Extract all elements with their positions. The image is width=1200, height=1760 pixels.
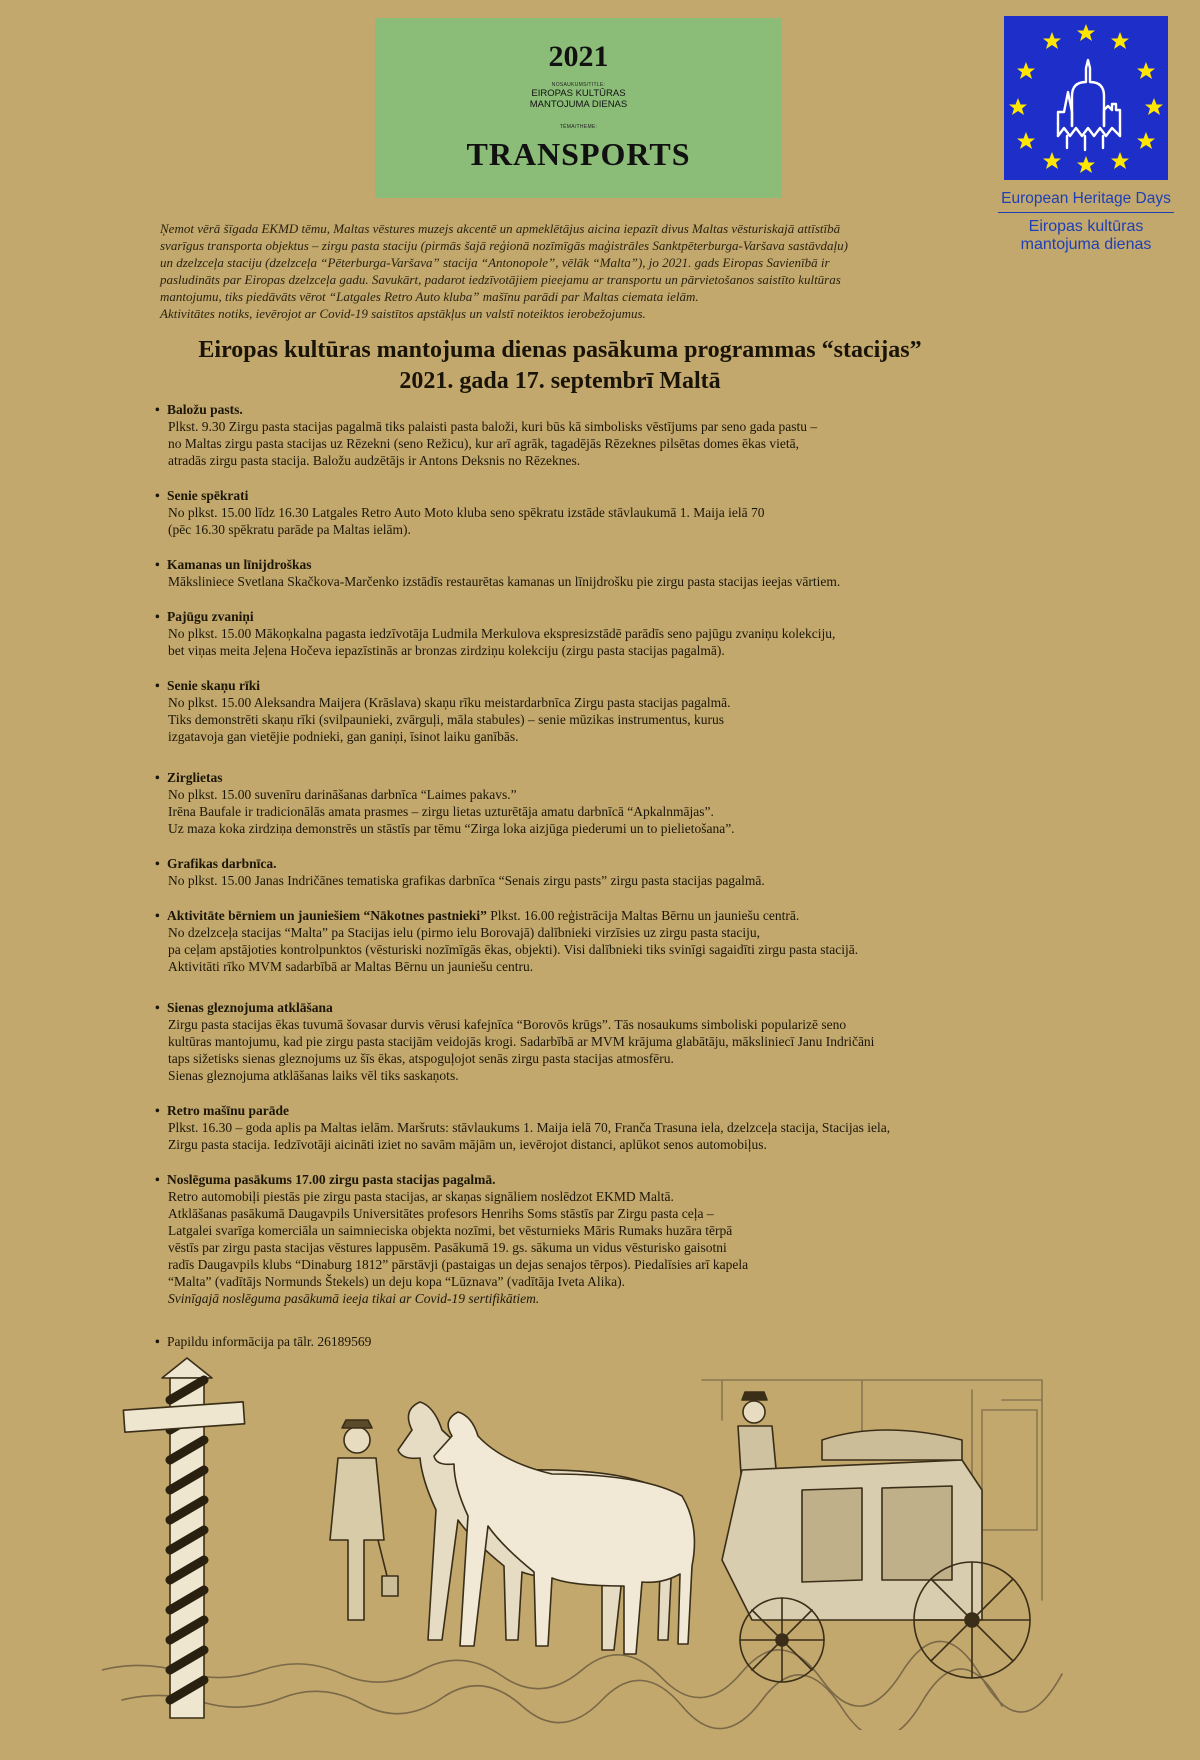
item-title: Senie spēkrati	[167, 488, 249, 503]
item-title: Noslēguma pasākums 17.00 zirgu pasta stacijas pagalmā.	[167, 1172, 496, 1187]
bullet-icon: •	[155, 557, 160, 572]
item-text: No plkst. 15.00 Janas Indričānes tematiska grafikas darbnīca “Senais zirgu pasts” zirgu pasta stacijas pagalmā.	[168, 873, 765, 888]
item-text: Sienas gleznojuma atklāšanas laiks vēl tiks saskaņots.	[168, 1068, 459, 1083]
item-text: Uz maza koka zirdziņa demonstrēs un stāstīs par tēmu “Zirga loka aizjūga piederumi un to pielietošana”.	[168, 821, 735, 836]
title-line-1: EIROPAS KULTŪRAS	[531, 88, 626, 99]
item-text: No dzelzceļa stacijas “Malta” pa Stacijas ielu (pirmo ielu Borovajā) dalībnieki virzīsies uz zirgu pasta staciju,	[168, 925, 761, 940]
item-text: “Malta” (vadītājs Normunds Štekels) un deju kopa “Lūznava” (vadītāja Iveta Alika).	[168, 1274, 625, 1289]
heritage-days-text	[998, 190, 1174, 254]
carriage-illustration	[102, 1340, 1102, 1730]
item-text: radīs Daugavpils klubs “Dinaburg 1812” pārstāvji (pastaigas un dejas senajos tērpos). Piedalīsies arī kapela	[168, 1257, 749, 1272]
title-line-2: MANTOJUMA DIENAS	[529, 99, 628, 110]
bullet-icon: •	[155, 908, 160, 923]
item-text: No plkst. 15.00 suvenīru darināšanas darbnīca “Laimes pakavs.”	[168, 787, 517, 802]
item-title: Senie skaņu rīki	[167, 678, 261, 693]
item-title: Sienas gleznojuma atklāšana	[167, 1000, 333, 1015]
programme-item	[155, 907, 1015, 975]
item-title: Kamanas un līnijdroškas	[167, 557, 312, 572]
item-title-extra: Plkst. 16.00 reģistrācija Maltas Bērnu un jauniešu centrā.	[486, 908, 800, 923]
european-heritage-days-logo	[1004, 16, 1168, 180]
programme-title	[140, 335, 980, 397]
intro-line: un dzelzceļa staciju (dzelzceļa “Pēterburga-Varšava” stacija “Antonopole”, vēlāk “Malta”), jo 2021. gads Eiropas Savienībā ir	[160, 255, 830, 270]
bullet-icon: •	[155, 1172, 160, 1187]
title-label: NOSAUKUMS/TITLE:	[551, 82, 606, 88]
heritage-days-lv-1: Eiropas kultūras	[1028, 218, 1144, 235]
programme-item	[155, 999, 1015, 1084]
item-text: Zirgu pasta stacijas ēkas tuvumā šovasar durvis vērusi kafejnīca “Borovōs krūgs”. Tās nosaukums simboliski popularizē seno	[168, 1017, 847, 1032]
item-title: Papildu informācija pa tālr. 26189569	[167, 1334, 372, 1349]
programme-item	[155, 556, 1015, 590]
item-text: Retro automobiļi piestās pie zirgu pasta stacijas, ar skaņas signāliem noslēdzot EKMD Maltā.	[168, 1189, 674, 1204]
item-text: Aktivitāti rīko MVM sadarbībā ar Maltas Bērnu un jauniešu centru.	[168, 959, 534, 974]
bullet-icon: •	[155, 609, 160, 624]
intro-line: Aktivitātes notiks, ievērojot ar Covid-19 saistītos apstākļus un valstī noteiktos ierobežojumus.	[160, 306, 646, 321]
bullet-icon: •	[155, 1103, 160, 1118]
programme-list	[155, 401, 1015, 1368]
item-text: pa ceļam apstājoties kontrolpunktos (vēsturiski nozīmīgās ēkas, objekti). Visi dalībnieki tiks svinīgi sagaidīti zirgu pasta stacijā.	[168, 942, 859, 957]
item-title: Retro mašīnu parāde	[167, 1103, 290, 1118]
item-title: Zirglietas	[167, 770, 223, 785]
item-text: No plkst. 15.00 Aleksandra Maijera (Krāslava) skaņu rīku meistardarbnīca Zirgu pasta stacijas pagalmā.	[168, 695, 731, 710]
programme-item	[155, 1171, 1015, 1307]
item-title: Pajūgu zvaniņi	[167, 609, 254, 624]
intro-line: svarīgus transporta objektus – zirgu pasta staciju (pirmās šajā reģionā nozīmīgās maģistrāles Sanktpēterburga-Varšava sastāvdaļu)	[160, 238, 848, 253]
item-text: Atklāšanas pasākumā Daugavpils Universitātes profesors Henrihs Soms stāstīs par Zirgu pasta ceļa –	[168, 1206, 714, 1221]
item-text: Tiks demonstrēti skaņu rīki (svilpaunieki, zvārguļi, māla stabules) – senie mūzikas instrumentus, kurus	[168, 712, 725, 727]
programme-item	[155, 487, 1015, 538]
programme-item	[155, 401, 1015, 469]
item-text: No plkst. 15.00 līdz 16.30 Latgales Retro Auto Moto kluba seno spēkratu izstāde stāvlaukumā 1. Maija ielā 70	[168, 505, 765, 520]
intro-line: Ņemot vērā šīgada EKMD tēmu, Maltas vēstures muzejs akcentē un apmeklētājus aicina iepazīt divus Maltas vēsturiskajā attīstībā	[160, 221, 841, 236]
item-text: vēstīs par zirgu pasta stacijas vēstures lappusēm. Pasākumā 19. gs. sākuma un vidus vēsturisko gaisotni	[168, 1240, 727, 1255]
bullet-icon: •	[155, 488, 160, 503]
item-text: Irēna Baufale ir tradicionālās amata prasmes – zirgu lietas uzturētāja amatu darbnīcā “Apkalnmājas”.	[168, 804, 714, 819]
item-text: atradās zirgu pasta stacija. Baložu audzētājs ir Antons Deksnis no Rēzeknes.	[168, 453, 581, 468]
bullet-icon: •	[155, 770, 160, 785]
heritage-days-lv-2: mantojuma dienas	[1020, 236, 1152, 253]
item-text: kultūras mantojumu, kad pie zirgu pasta stacijām veidojās krogi. Sadarbībā ar MVM krājuma glabātāju, māksliniecī Janu Indričāni	[168, 1034, 875, 1049]
item-title: Grafikas darbnīca.	[167, 856, 277, 871]
heritage-logo-icon	[1004, 16, 1168, 180]
programme-item	[155, 1102, 1015, 1153]
item-text: Latgalei svarīga komerciāla un saimnieciska objekta nozīmi, bet vēsturnieks Māris Rumaks huzāra tērpā	[168, 1223, 733, 1238]
item-text: No plkst. 15.00 Mākoņkalna pagasta iedzīvotāja Ludmila Merkulova ekspresizstādē parādīs seno pajūgu zvaniņu kolekciju,	[168, 626, 836, 641]
bullet-icon: •	[155, 678, 160, 693]
bullet-icon: •	[155, 402, 160, 417]
intro-line: mantojumu, tiks piedāvāts vērot “Latgales Retro Auto kluba” mašīnu parādi par Maltas ciemata ielām.	[160, 289, 699, 304]
item-text: no Maltas zirgu pasta stacijas uz Rēzekni (seno Režicu), kur arī agrāk, tagadējās Rēzeknes pilsētas domes ēkas vietā,	[168, 436, 800, 451]
item-text: izgatavoja gan vietējie podnieki, gan ganiņi, īsinot laiku ganībās.	[168, 729, 519, 744]
item-text: Svinīgajā noslēguma pasākumā ieeja tikai ar Covid-19 sertifikātiem.	[168, 1291, 540, 1306]
bullet-icon: •	[155, 856, 160, 871]
post-carriage-drawing-icon	[102, 1340, 1102, 1730]
header-box	[375, 18, 782, 198]
heritage-days-en: European Heritage Days	[998, 190, 1174, 213]
programme-item	[155, 677, 1015, 745]
bullet-icon: •	[155, 1334, 160, 1349]
item-text: Plkst. 16.30 – goda aplis pa Maltas ielām. Maršruts: stāvlaukums 1. Maija ielā 70, Franča Trasuna iela, dzelzceļa stacija, Stacijas iela,	[168, 1120, 891, 1135]
intro-line: pasludināts par Eiropas dzelzceļa gadu. Savukārt, padarot iedzīvotājiem pieejamu ar transportu un pārvietošanos saistīto kultūras	[160, 272, 841, 287]
programme-title-line-2: 2021. gada 17. septembrī Maltā	[399, 368, 721, 394]
item-text: bet viņas meita Jeļena Hočeva iepazīstinās ar bronzas zirdziņu kolekciju (zirgu pasta stacijas pagalmā).	[168, 643, 725, 658]
item-text: (pēc 16.30 spēkratu parāde pa Maltas ielām).	[168, 522, 411, 537]
item-text: Plkst. 9.30 Zirgu pasta stacijas pagalmā tiks palaisti pasta baloži, kuri būs kā simbolisks vēstījums par seno gada pastu –	[168, 419, 818, 434]
bullet-icon: •	[155, 1000, 160, 1015]
item-text: taps sižetisks sienas gleznojums uz šīs ēkas, atspoguļojot senās zirgu pasta stacijas atmosfēru.	[168, 1051, 674, 1066]
item-text: Māksliniece Svetlana Skačkova-Marčenko izstādīs restaurētas kamanas un līnijdrošku pie zirgu pasta stacijas ieejas vārtiem.	[168, 574, 841, 589]
programme-item	[155, 769, 1015, 837]
programme-item	[155, 608, 1015, 659]
theme-title: TRANSPORTS	[466, 136, 691, 172]
item-title: Aktivitāte bērniem un jauniešiem “Nākotnes pastnieki”	[167, 908, 487, 923]
header-year: 2021	[548, 40, 609, 73]
intro-paragraph	[160, 220, 980, 322]
item-text: Zirgu pasta stacija. Iedzīvotāji aicināti iziet no savām mājām un, ievērojot distanci, aplūkot senos automobiļus.	[168, 1137, 767, 1152]
programme-item	[155, 855, 1015, 889]
theme-label: TĒMA/THEME:	[559, 124, 598, 130]
programme-title-line-1: Eiropas kultūras mantojuma dienas pasākuma programmas “stacijas”	[198, 337, 922, 363]
item-title: Baložu pasts.	[167, 402, 243, 417]
